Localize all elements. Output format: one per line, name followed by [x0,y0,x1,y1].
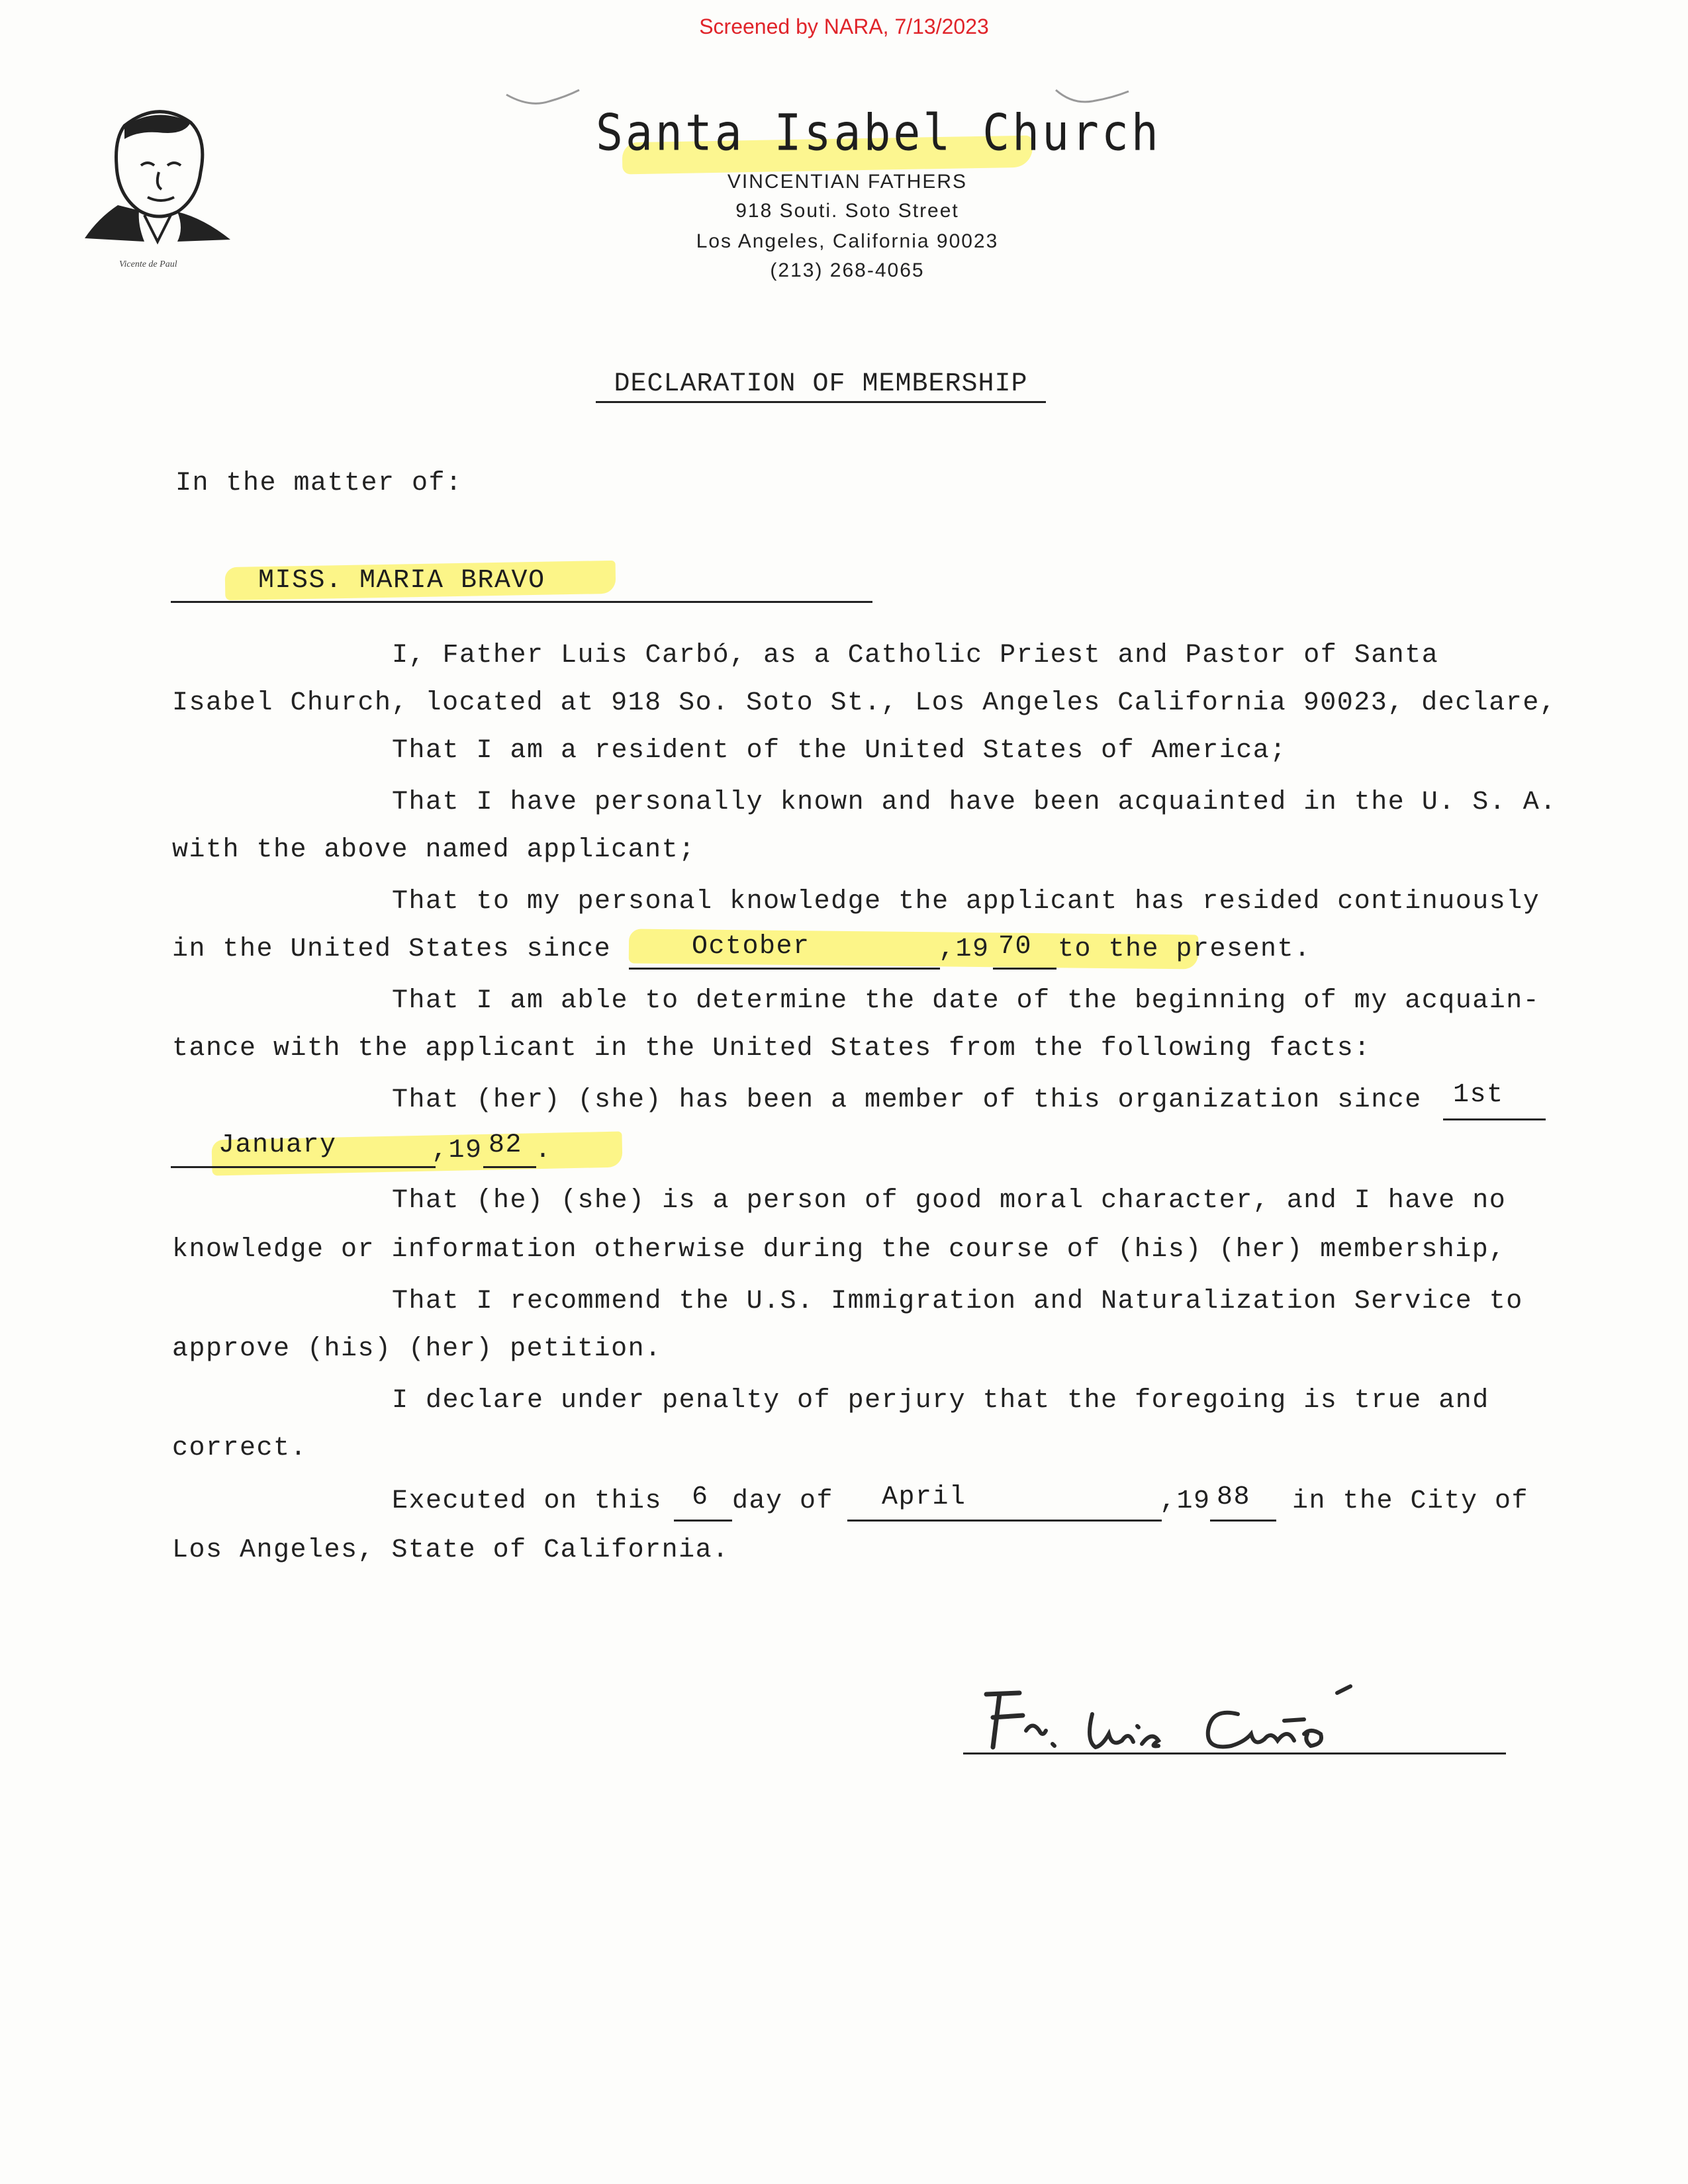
executed-line-prefix: Executed on this [392,1486,663,1516]
member-nineteen: ,19 [432,1136,483,1165]
residence-line-suffix: to the present. [1058,934,1311,964]
matter-label: In the matter of: [175,469,463,498]
body-line-25: Los Angeles, State of California. [172,1535,729,1565]
nara-screening-stamp: Screened by NARA, 7/13/2023 [699,15,989,38]
portrait-caption: Vicente de Paul [119,259,177,269]
body-line-6: That to my personal knowledge the applicant has resided continuously [392,887,1540,917]
residence-line-prefix: in the United States since [172,934,612,964]
residence-month: October [692,932,810,962]
executed-month: April [882,1482,966,1512]
membership-line: That (her) (she) has been a member of this organization since [392,1085,1422,1115]
body-line-3: That I am a resident of the United States of America; [392,736,1287,766]
body-line-1: I, Father Luis Carbó, as a Catholic Priest and Pastor of Santa [392,641,1439,670]
executed-nineteen: ,19 [1160,1486,1211,1516]
executed-line-suffix: in the City of [1292,1486,1529,1516]
church-phone: (213) 268-4065 [770,259,925,281]
member-period: . [535,1136,552,1165]
body-line-4: That I have personally known and have been acquainted in the U. S. A. [392,788,1557,817]
order-name: VINCENTIAN FATHERS [727,171,968,193]
applicant-name: MISS. MARIA BRAVO [258,566,545,596]
member-year: 82 [489,1130,523,1160]
church-street: 918 Souti. Soto Street [735,200,959,222]
executed-year: 88 [1217,1482,1251,1512]
body-line-20: correct. [172,1433,308,1463]
executed-day-underline [674,1520,732,1522]
member-month-underline [171,1166,436,1168]
body-line-9: That I am able to determine the date of the beginning of my acquain- [392,986,1540,1016]
residence-year: 70 [998,932,1033,962]
executed-month-underline [847,1520,1162,1522]
body-line-5: with the above named applicant; [172,835,696,865]
member-day-underline [1443,1118,1546,1120]
body-line-2: Isabel Church, located at 918 So. Soto St., Los Angeles California 90023, declare, [172,688,1557,718]
flourish-left-icon [503,85,583,109]
executed-day-of: day of [732,1486,834,1516]
body-line-10: tance with the applicant in the United States from the following facts: [172,1034,1371,1064]
church-city: Los Angeles, California 90023 [696,230,999,252]
residence-nineteen: ,19 [939,934,990,964]
executed-year-underline [1210,1520,1276,1522]
body-line-16: knowledge or information otherwise during the course of (his) (her) membership, [172,1235,1506,1265]
residence-month-underline [629,968,940,970]
document-title: DECLARATION OF MEMBERSHIP [614,369,1028,399]
body-line-15: That (he) (she) is a person of good moral character, and I have no [392,1186,1507,1216]
saint-portrait-icon [78,99,237,251]
title-underline [596,401,1046,403]
residence-year-underline [993,968,1056,970]
applicant-underline [171,601,872,603]
member-month: January [218,1130,337,1160]
signature-line [963,1752,1506,1754]
body-line-18: approve (his) (her) petition. [172,1334,662,1364]
executed-day: 6 [692,1482,709,1512]
member-year-underline [483,1166,536,1168]
church-name: Santa Isabel Church [596,104,1161,163]
body-line-19: I declare under penalty of perjury that the foregoing is true and [392,1386,1489,1416]
member-day: 1st [1453,1080,1504,1110]
body-line-17: That I recommend the U.S. Immigration and Naturalization Service to [392,1287,1523,1316]
